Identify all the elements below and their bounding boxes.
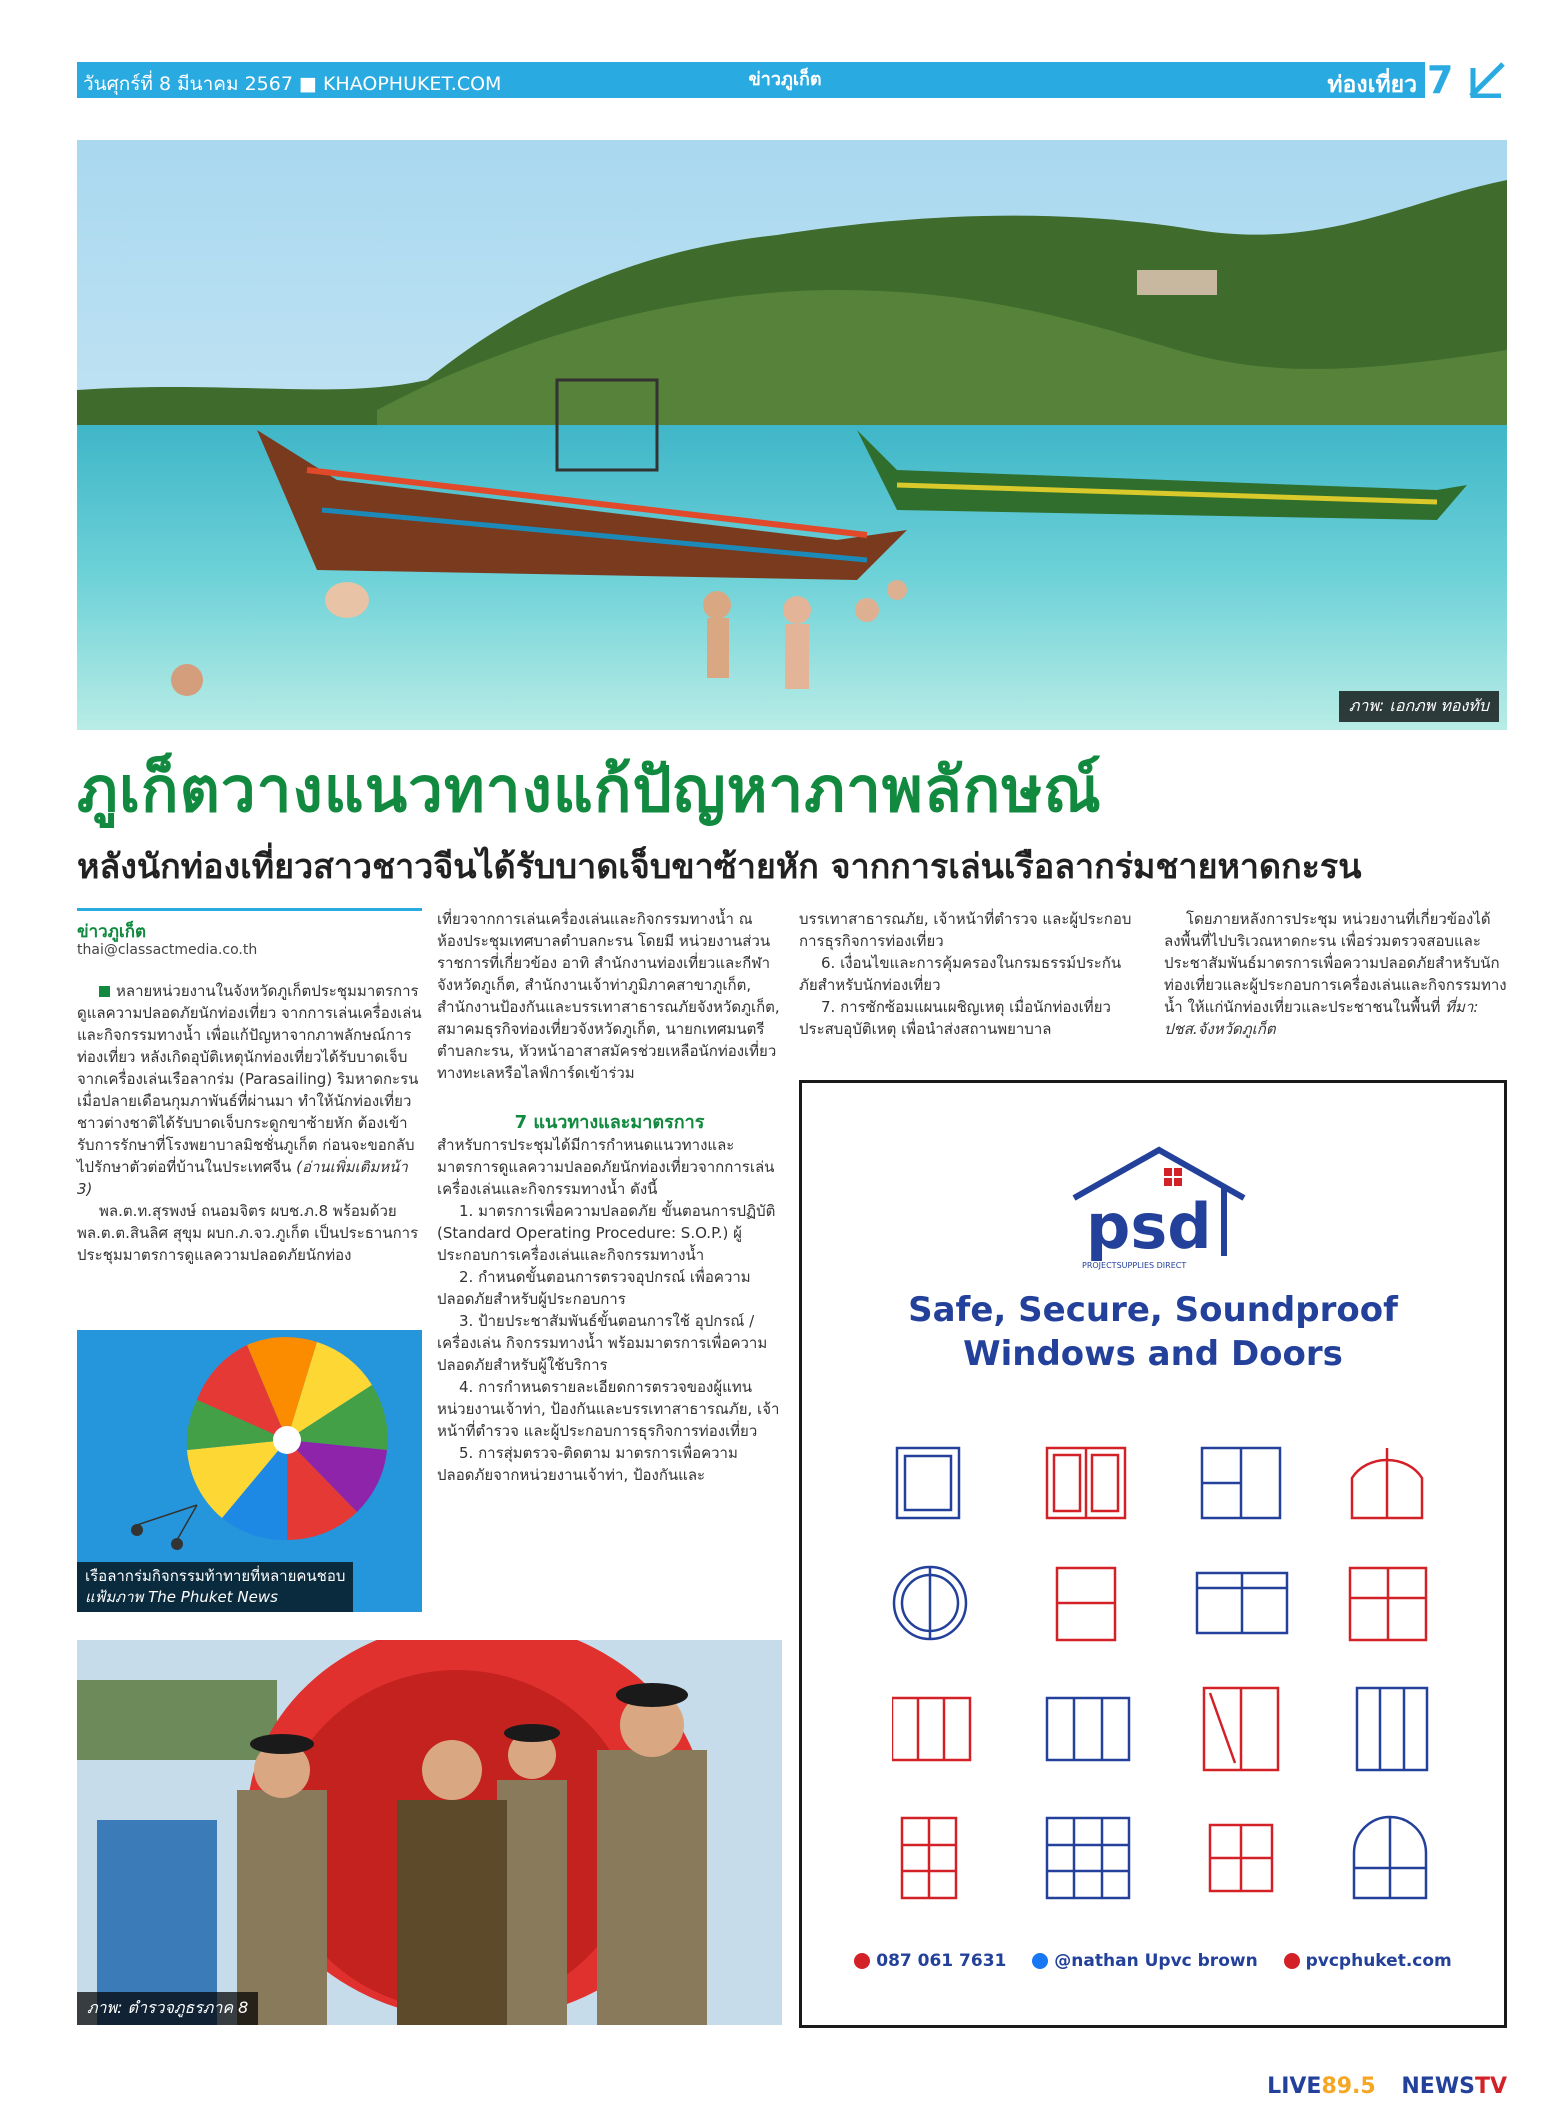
article-column-3 [799,908,1139,1040]
article-paragraph: บรรเทาสาธารณภัย, เจ้าหน้าที่ตำรวจ และผู้ประกอบการธุรกิจการท่องเที่ยว [799,910,1132,950]
single-window-icon [897,1448,959,1518]
beach-illustration [77,140,1507,730]
small-grid-window-icon [1210,1825,1272,1891]
ad-phone[interactable]: 087 061 7631 [854,1951,1006,1971]
footer-media-logos [1267,2074,1507,2099]
article-subheadline: หลังนักท่องเที่ยวสาวชาวจีนได้รับบาดเจ็บขาซ้ายหัก จากการเล่นเรือลากร่มชายหาดกะรน [77,847,1362,887]
parasail-caption: เรือลากร่มกิจกรรมท้าทายที่หลายคนชอบ แฟ้มภาพ The Phuket News [77,1562,353,1612]
article-paragraph: โดยภายหลังการประชุม หน่วยงานที่เกี่ยวข้องได้ลงพื้นที่ไปบริเวณหาดกะรน เพื่อร่วมตรวจสอบและประชาสัมพันธ์มาตรการเพื่อความปลอดภัยสำหรับนักท่องเที่ยวและผู้ประกอบการเครื่องเล่นและกิจกรรมทางน้ำ ให้แก่นักท่องเที่ยวและประชาชนในพื้นที่ ที่มา: ปชส.จังหวัดภูเก็ต [1164,910,1507,1038]
round-window-icon [894,1567,966,1639]
psd-logo-text: psd [1086,1190,1212,1263]
phone-icon [854,1953,870,1969]
hero-photo-beach-longtail-boats [77,140,1507,730]
live-logo: LIVE [1267,2074,1322,2099]
quad-window-icon [1350,1568,1426,1640]
ad-contacts [802,1951,1504,1971]
article-paragraph: หลายหน่วยงานในจังหวัดภูเก็ตประชุมมาตรการดูแลความปลอดภัยนักท่องเที่ยว จากการเล่นเครื่องเล่นและกิจกรรมทางน้ำ เพื่อแก้ปัญหาจากภาพลักษณ์การท่องเที่ยว หลังเกิดอุบัติเหตุนักท่องเที่ยวได้รับบาดเจ็บจากเครื่องเล่นเรือลากร่ม (Parasailing) ริมหาดกะรน เมื่อปลายเดือนกุมภาพันธ์ที่ผ่านมา ทำให้นักท่องเที่ยวชาวต่างชาติได้รับบาดเจ็บกระดูกขาซ้ายหัก ต้องเข้ารับการรักษาที่โรงพยาบาลมิชชั่นภูเก็ต ก่อนจะขอกลับไปรักษาตัวต่อที่บ้านในประเทศจีน (อ่านเพิ่มเติมหน้า 3) [77,982,422,1198]
article-paragraph: เที่ยวจากการเล่นเครื่องเล่นและกิจกรรมทางน้ำ ณ ห้องประชุมเทศบาลตำบลกะรน โดยมี หน่วยงานส่วนราชการที่เกี่ยวข้อง อาทิ สำนักงานท่องเที่ยวและกีฬาจังหวัดภูเก็ต, สำนักงานเจ้าท่าภูมิภาคสาขาภูเก็ต, สำนักงานป้องกันและบรรเทาสาธารณภัยจังหวัดภูเก็ต, สมาคมธุรกิจท่องเที่ยวจังหวัดภูเก็ต, นายกเทศมนตรีตำบลกะรน, หัวหน้าอาสาสมัครช่วยเหลือนักท่องเที่ยวทางทะเลหรือไลฟ์การ์ดเข้าร่วม [437,910,780,1082]
grid-window-icon [1047,1818,1129,1898]
facebook-icon [1032,1953,1048,1969]
bullet-square-icon [99,986,110,997]
arched-window-icon [1352,1448,1422,1518]
split-window-icon [1202,1448,1280,1518]
byline-divider [77,908,422,911]
newspaper-logo: ข่าวภูเก็ต [748,69,822,90]
wide-window-icon [1197,1573,1287,1633]
page-number-box [1425,58,1507,102]
article-headline: ภูเก็ตวางแนวทางแก้ปัญหาภาพลักษณ์ [77,753,1102,826]
tv-logo: TV [1474,2074,1507,2099]
measure-item: 6. เงื่อนไขและการคุ้มครองในกรมธรรม์ประกันภัยสำหรับนักท่องเที่ยว [799,954,1122,994]
article-column-2 [437,908,782,1486]
double-window-icon [1047,1448,1125,1518]
globe-icon [1284,1953,1300,1969]
page-number: 7 [1427,58,1454,102]
section-title: ท่องเที่ยว [1327,72,1417,98]
article-column-4 [1164,908,1507,1040]
ad-facebook[interactable]: @nathan Upvc brown [1032,1951,1257,1971]
measure-item: 3. ป้ายประชาสัมพันธ์ขั้นตอนการใช้ อุปกรณ์ / เครื่องเล่น กิจกรรมทางน้ำ พร้อมมาตรการเพื่อความปลอดภัยสำหรับผู้ใช้บริการ [437,1312,768,1374]
issue-date: วันศุกร์ที่ 8 มีนาคม 2567 ■ KHAOPHUKET.COM [83,73,502,95]
source-note: ที่มา: ปชส.จังหวัดภูเก็ต [1164,998,1479,1038]
police-photo-caption: ภาพ: ตำรวจภูธรภาค 8 [77,1992,258,2025]
police-inspection-photo [77,1640,782,2025]
measure-item: 1. มาตรการเพื่อความปลอดภัย ขั้นตอนการปฏิบัติ (Standard Operating Procedure: S.O.P.) ผู้ประกอบการเครื่องเล่นและกิจกรรมทางน้ำ [437,1202,776,1264]
tilt-window-icon [1204,1688,1278,1770]
byline: ข่าวภูเก็ต [77,922,147,942]
section-subheading: 7 แนวทางและมาตรการ [514,1112,705,1133]
measure-item: 5. การสุ่มตรวจ-ติดตาม มาตรการเพื่อความปลอดภัยจากหน่วยงานเจ้าท่า, ป้องกันและ [437,1444,738,1484]
hero-photo-credit: ภาพ: เอกภพ ทองทับ [1339,691,1499,722]
article-paragraph: พล.ต.ท.สุรพงษ์ ถนอมจิตร ผบช.ภ.8 พร้อมด้วย พล.ต.ต.สินลิศ สุขุม ผบก.ภ.จว.ภูเก็ต เป็นประธานการประชุมมาตรการดูแลความปลอดภัยนักท่อง [77,1202,419,1264]
police-illustration [77,1640,782,2025]
page-header-bar [77,58,1507,102]
measure-item: 4. การกำหนดรายละเอียดการตรวจของผู้แทนหน่วยงานเจ้าท่า, ป้องกันและบรรเทาสาธารณภัย, เจ้าหน้าที่ตำรวจ และผู้ประกอบการธุรกิจการท่องเที่ยว [437,1378,780,1440]
grid-door-icon [902,1818,956,1898]
ad-tagline: Safe, Secure, Soundproof Windows and Doors [908,1290,1398,1374]
news-logo: NEWS [1401,2074,1475,2099]
window-door-icons-grid [892,1443,1432,1903]
parasail-photo [77,1330,422,1612]
psd-windows-advertisement[interactable] [799,1080,1507,2028]
live-frequency: 89.5 [1321,2074,1376,2099]
byline-email[interactable]: thai@classactmedia.co.th [77,942,258,958]
sliding-window-icon [1047,1698,1129,1760]
article-column-1 [77,980,422,1266]
corner-arrow-icon [1469,62,1505,98]
tall-window-icon [1057,1568,1115,1640]
article-paragraph: สำหรับการประชุมได้มีการกำหนดแนวทางและมาตรการดูแลความปลอดภัยนักท่องเที่ยวจากการเล่นเครื่องเล่นและกิจกรรมทางน้ำ ดังนี้ [437,1136,775,1198]
measure-item: 2. กำหนดขั้นตอนการตรวจอุปกรณ์ เพื่อความปลอดภัยสำหรับผู้ประกอบการ [437,1268,751,1308]
door-panel-icon [1357,1688,1427,1770]
psd-logo-icon [1064,1138,1254,1278]
measure-item: 7. การซักซ้อมแผนเผชิญเหตุ เมื่อนักท่องเที่ยวประสบอุบัติเหตุ เพื่อนำส่งสถานพยาบาล [799,998,1111,1038]
psd-logo-subtext: PROJECTSUPPLIES DIRECT [1082,1261,1187,1270]
arched-grid-window-icon [1354,1817,1426,1898]
triple-window-icon [892,1698,970,1760]
ad-website[interactable]: pvcphuket.com [1284,1951,1452,1971]
